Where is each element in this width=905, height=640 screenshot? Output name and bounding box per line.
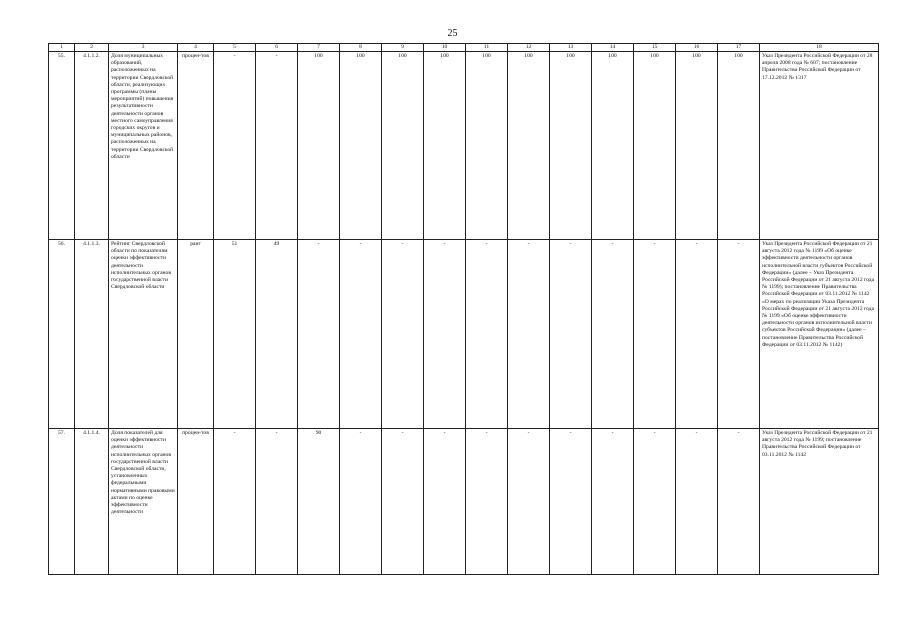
- legal-basis: Указ Президента Российской Федерации от 21 августа 2012 года № 1199; постановление Правительства Российской Федерации от 03.11.2012 № 1142: [760, 429, 879, 575]
- value-cell: -: [550, 240, 592, 429]
- unit-cell: процен-тов: [178, 429, 214, 575]
- column-number-header: 5: [214, 44, 256, 52]
- value-cell: 100: [508, 52, 550, 240]
- value-cell: -: [340, 429, 382, 575]
- indicator-name: Доля показателей для оценки эффективности деятельности исполнительных органов государственной власти Свердловской области, установленных федеральными нормативными правовыми актами по оценке эффективности деятельности: [109, 429, 178, 575]
- value-cell: -: [466, 240, 508, 429]
- value-cell: -: [424, 240, 466, 429]
- value-cell: 51: [214, 240, 256, 429]
- value-cell: 49: [256, 240, 298, 429]
- value-cell: -: [256, 52, 298, 240]
- column-number-header: 10: [424, 44, 466, 52]
- indicator-name: Доля муниципальных образований, расположенных на территории Свердловской области, реализующих программы (планы мероприятий) повышения результативности деятельности органов местного самоуправления городских округов и муниципальных районов, расположенных на территории Свердловской области: [109, 52, 178, 240]
- header-row: [49, 44, 879, 52]
- value-cell: -: [550, 429, 592, 575]
- page-number: 25: [447, 28, 458, 39]
- value-cell: 100: [382, 52, 424, 240]
- table-row: [49, 429, 879, 575]
- value-cell: -: [718, 429, 760, 575]
- table-row: [49, 52, 879, 240]
- value-cell: -: [256, 429, 298, 575]
- column-number-header: 2: [75, 44, 109, 52]
- value-cell: -: [634, 429, 676, 575]
- value-cell: -: [298, 240, 340, 429]
- value-cell: 100: [718, 52, 760, 240]
- indicator-code: 4.1.1.4.: [75, 429, 109, 575]
- column-number-header: 17: [718, 44, 760, 52]
- value-cell: -: [424, 429, 466, 575]
- row-number: 56.: [49, 240, 75, 429]
- value-cell: 100: [298, 52, 340, 240]
- value-cell: -: [508, 429, 550, 575]
- column-number-header: 16: [676, 44, 718, 52]
- value-cell: 100: [676, 52, 718, 240]
- indicator-code: 4.1.1.2.: [75, 52, 109, 240]
- value-cell: -: [214, 429, 256, 575]
- unit-cell: ранг: [178, 240, 214, 429]
- column-number-header: 4: [178, 44, 214, 52]
- value-cell: -: [634, 240, 676, 429]
- indicator-table: [48, 43, 879, 575]
- column-number-header: 15: [634, 44, 676, 52]
- column-number-header: 1: [49, 44, 75, 52]
- value-cell: 100: [424, 52, 466, 240]
- value-cell: 100: [466, 52, 508, 240]
- table-row: [49, 240, 879, 429]
- column-number-header: 7: [298, 44, 340, 52]
- value-cell: -: [718, 240, 760, 429]
- row-number: 57.: [49, 429, 75, 575]
- row-number: 55.: [49, 52, 75, 240]
- indicator-code: 4.1.1.3.: [75, 240, 109, 429]
- column-number-header: 6: [256, 44, 298, 52]
- value-cell: -: [466, 429, 508, 575]
- value-cell: -: [592, 240, 634, 429]
- value-cell: 100: [550, 52, 592, 240]
- value-cell: -: [382, 429, 424, 575]
- column-number-header: 12: [508, 44, 550, 52]
- value-cell: -: [676, 240, 718, 429]
- value-cell: -: [340, 240, 382, 429]
- value-cell: -: [508, 240, 550, 429]
- column-number-header: 13: [550, 44, 592, 52]
- legal-basis: Указ Президента Российской Федерации от 21 августа 2012 года № 1199 «Об оценке эффективности деятельности органов исполнительной власти субъектов Российской Федерации» (далее – Указ Президента Российской Федерации от 21 августа 2012 года № 1199); постановление Правительства Российской Федерации от 03.11.2012 № 1142 «О мерах по реализации Указа Президента Российской Федерации от 21 августа 2012 года № 1199 «Об оценке эффективности деятельности органов исполнительной власти субъектов Российской Федерации» (далее – постановление Правительства Российской Федерации от 03.11.2012 № 1142): [760, 240, 879, 429]
- value-cell: 100: [592, 52, 634, 240]
- indicator-name: Рейтинг Свердловской области по показателям оценки эффективности деятельности исполнительных органов государственной власти Свердловской области: [109, 240, 178, 429]
- column-number-header: 14: [592, 44, 634, 52]
- value-cell: 90: [298, 429, 340, 575]
- column-number-header: 8: [340, 44, 382, 52]
- value-cell: -: [214, 52, 256, 240]
- value-cell: 100: [340, 52, 382, 240]
- column-number-header: 3: [109, 44, 178, 52]
- value-cell: -: [676, 429, 718, 575]
- legal-basis: Указ Президента Российской Федерации от 28 апреля 2008 года № 607; постановление Правительства Российской Федерации от 17.12.2012 № 1317: [760, 52, 879, 240]
- value-cell: -: [592, 429, 634, 575]
- column-number-header: 9: [382, 44, 424, 52]
- value-cell: -: [382, 240, 424, 429]
- value-cell: 100: [634, 52, 676, 240]
- column-number-header: 11: [466, 44, 508, 52]
- unit-cell: процен-тов: [178, 52, 214, 240]
- column-number-header: 18: [760, 44, 879, 52]
